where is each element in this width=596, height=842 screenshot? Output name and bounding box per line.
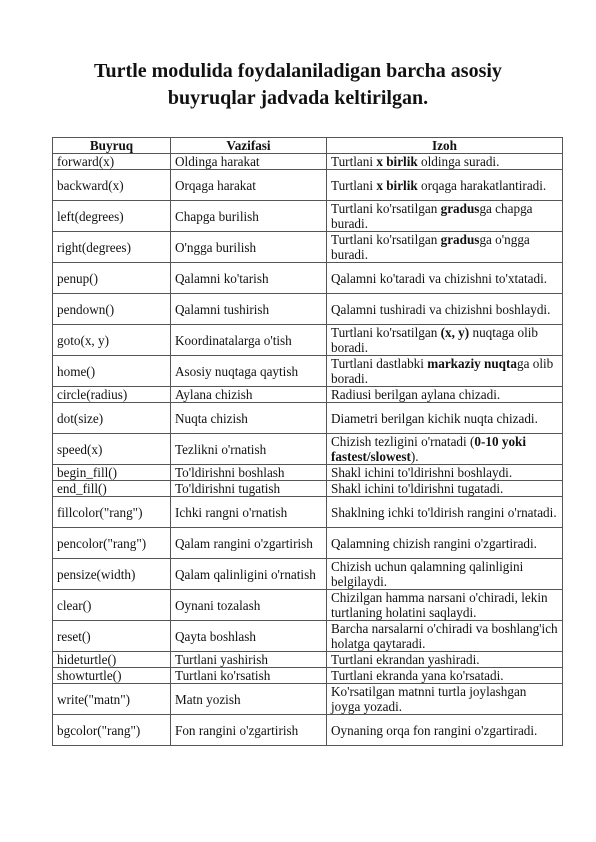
note-text: ). xyxy=(410,449,419,464)
note-cell xyxy=(327,652,563,668)
command-cell: pencolor("rang") xyxy=(53,528,171,559)
header-task: Vazifasi xyxy=(171,138,327,154)
command-cell: fillcolor("rang") xyxy=(53,497,171,528)
note-text: ga chapga buradi. xyxy=(331,201,533,231)
note-cell xyxy=(327,528,563,559)
table-header-row xyxy=(53,138,563,154)
task-cell: Qayta boshlash xyxy=(171,621,327,652)
table-row xyxy=(53,387,563,403)
task-cell: Oynani tozalash xyxy=(171,590,327,621)
task-cell: Asosiy nuqtaga qaytish xyxy=(171,356,327,387)
command-cell: penup() xyxy=(53,263,171,294)
note-text: Chizish uchun qalamning qalinligini belgilaydi. xyxy=(331,559,524,589)
table-row xyxy=(53,325,563,356)
task-cell: Chapga burilish xyxy=(171,201,327,232)
note-text: orqaga harakatlantiradi. xyxy=(417,177,547,193)
note-bold-text: markaziy nuqta xyxy=(427,356,517,371)
note-text: ga olib boradi. xyxy=(331,356,554,386)
note-cell xyxy=(327,481,563,497)
task-cell: Orqaga harakat xyxy=(171,170,327,201)
note-cell xyxy=(327,170,563,201)
header-note: Izoh xyxy=(327,138,563,154)
note-bold-text: x birlik xyxy=(376,154,418,169)
note-cell xyxy=(327,294,563,325)
commands-table xyxy=(52,137,563,746)
table-row xyxy=(53,434,563,465)
table-row xyxy=(53,154,563,170)
note-text: Turtlani xyxy=(331,177,377,193)
note-cell xyxy=(327,356,563,387)
note-text: Ko'rsatilgan matnni turtla joylashgan joyga yozadi. xyxy=(331,684,527,714)
table-row xyxy=(53,528,563,559)
note-bold-text: x birlik xyxy=(376,177,418,193)
note-cell xyxy=(327,154,563,170)
table-row xyxy=(53,356,563,387)
note-text: Qalamni ko'taradi va chizishni to'xtatadi. xyxy=(331,270,548,286)
task-cell: Qalamni ko'tarish xyxy=(171,263,327,294)
table-row xyxy=(53,590,563,621)
table-row xyxy=(53,715,563,746)
table-row xyxy=(53,684,563,715)
title-line-1: Turtle modulida foydalaniladigan barcha asosiy xyxy=(94,60,502,82)
note-text: Shaklning ichki to'ldirish rangini o'rnatadi. xyxy=(331,504,557,520)
task-cell: Turtlani ko'rsatish xyxy=(171,668,327,684)
note-cell xyxy=(327,403,563,434)
command-cell: goto(x, y) xyxy=(53,325,171,356)
note-cell xyxy=(327,465,563,481)
note-cell xyxy=(327,387,563,403)
note-text: Turtlani xyxy=(331,154,377,169)
note-cell xyxy=(327,232,563,263)
command-cell: forward(x) xyxy=(53,154,171,170)
task-cell: To'ldirishni tugatish xyxy=(171,481,327,497)
note-text: Barcha narsalarni o'chiradi va boshlang'ich holatga qaytaradi. xyxy=(331,621,558,651)
page-title xyxy=(60,58,536,112)
table-row xyxy=(53,652,563,668)
table-row xyxy=(53,170,563,201)
command-cell: pendown() xyxy=(53,294,171,325)
note-text: Qalamni tushiradi va chizishni boshlaydi. xyxy=(331,301,551,317)
table-row xyxy=(53,232,563,263)
task-cell: Matn yozish xyxy=(171,684,327,715)
note-text: Chizilgan hamma narsani o'chiradi, lekin turtlaning holatini saqlaydi. xyxy=(331,590,548,620)
command-cell: begin_fill() xyxy=(53,465,171,481)
header-command: Buyruq xyxy=(53,138,171,154)
note-cell xyxy=(327,263,563,294)
note-text: Chizish tezligini o'rnatadi ( xyxy=(331,434,475,449)
note-bold-text: gradus xyxy=(440,232,480,247)
note-cell xyxy=(327,621,563,652)
note-cell xyxy=(327,201,563,232)
note-cell xyxy=(327,668,563,684)
note-cell xyxy=(327,715,563,746)
task-cell: Ichki rangni o'rnatish xyxy=(171,497,327,528)
note-cell xyxy=(327,434,563,465)
note-text: Shakl ichini to'ldirishni boshlaydi. xyxy=(331,465,513,480)
table-row xyxy=(53,668,563,684)
task-cell: Tezlikni o'rnatish xyxy=(171,434,327,465)
note-text: oldinga suradi. xyxy=(417,154,500,169)
note-cell xyxy=(327,684,563,715)
note-text: Qalamning chizish rangini o'zgartiradi. xyxy=(331,535,537,551)
note-cell xyxy=(327,325,563,356)
command-cell: hideturtle() xyxy=(53,652,171,668)
table-row xyxy=(53,559,563,590)
note-text: nuqtaga olib boradi. xyxy=(331,325,539,355)
task-cell: To'ldirishni boshlash xyxy=(171,465,327,481)
note-cell xyxy=(327,590,563,621)
command-cell: write("matn") xyxy=(53,684,171,715)
note-text: Oynaning orqa fon rangini o'zgartiradi. xyxy=(331,722,538,738)
table-row xyxy=(53,465,563,481)
note-text: ga o'ngga buradi. xyxy=(331,232,530,262)
note-text: Turtlani dastlabki xyxy=(331,356,428,371)
title-line-2: buyruqlar jadvada keltirilgan. xyxy=(167,87,429,109)
note-bold-text: (x, y) xyxy=(440,325,470,340)
note-text: Turtlani ko'rsatilgan xyxy=(331,325,441,340)
command-cell: pensize(width) xyxy=(53,559,171,590)
task-cell: O'ngga burilish xyxy=(171,232,327,263)
command-cell: reset() xyxy=(53,621,171,652)
task-cell: Koordinatalarga o'tish xyxy=(171,325,327,356)
task-cell: Qalam rangini o'zgartirish xyxy=(171,528,327,559)
command-cell: dot(size) xyxy=(53,403,171,434)
note-cell xyxy=(327,497,563,528)
command-cell: left(degrees) xyxy=(53,201,171,232)
task-cell: Aylana chizish xyxy=(171,387,327,403)
task-cell: Oldinga harakat xyxy=(171,154,327,170)
note-text: Shakl ichini to'ldirishni tugatadi. xyxy=(331,481,504,496)
command-cell: showturtle() xyxy=(53,668,171,684)
task-cell: Qalam qalinligini o'rnatish xyxy=(171,559,327,590)
command-cell: end_fill() xyxy=(53,481,171,497)
note-text: Diametri berilgan kichik nuqta chizadi. xyxy=(331,410,538,426)
task-cell: Turtlani yashirish xyxy=(171,652,327,668)
command-cell: circle(radius) xyxy=(53,387,171,403)
note-cell xyxy=(327,559,563,590)
note-text: Radiusi berilgan aylana chizadi. xyxy=(331,387,501,402)
note-text: Turtlani ko'rsatilgan xyxy=(331,232,441,247)
note-bold-text: 0-10 yoki fastest/slowest xyxy=(331,434,527,464)
task-cell: Nuqta chizish xyxy=(171,403,327,434)
command-cell: bgcolor("rang") xyxy=(53,715,171,746)
table-row xyxy=(53,201,563,232)
command-cell: speed(x) xyxy=(53,434,171,465)
task-cell: Qalamni tushirish xyxy=(171,294,327,325)
table-row xyxy=(53,263,563,294)
task-cell: Fon rangini o'zgartirish xyxy=(171,715,327,746)
note-text: Turtlani ekranda yana ko'rsatadi. xyxy=(331,668,504,683)
table-row xyxy=(53,621,563,652)
command-cell: right(degrees) xyxy=(53,232,171,263)
table-row xyxy=(53,294,563,325)
table-row xyxy=(53,481,563,497)
table-row xyxy=(53,497,563,528)
note-text: Turtlani ko'rsatilgan xyxy=(331,201,441,216)
table-row xyxy=(53,403,563,434)
command-cell: backward(x) xyxy=(53,170,171,201)
command-cell: clear() xyxy=(53,590,171,621)
note-text: Turtlani ekrandan yashiradi. xyxy=(331,652,480,667)
note-bold-text: gradus xyxy=(440,201,480,216)
command-cell: home() xyxy=(53,356,171,387)
